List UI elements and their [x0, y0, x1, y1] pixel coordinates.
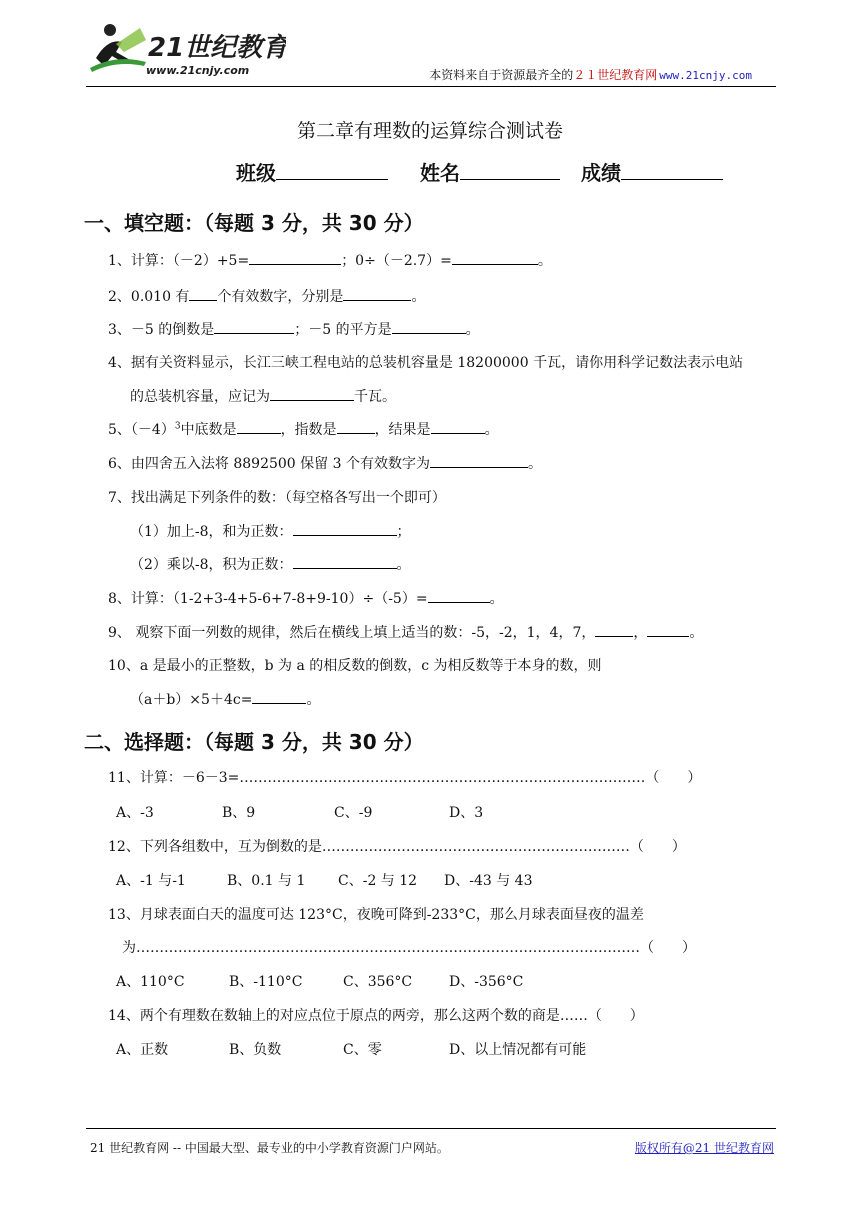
- question-5: 5、$(-4)^3$中底数是 ，指数是 ，结果是 。: [108, 421, 499, 438]
- score-field: 成绩: [581, 157, 723, 186]
- question-6: 6、由四舍五入法将 8892500 保留 3 个有效数字为 。: [108, 456, 542, 472]
- question-13-cont: 为………………………………………………………………………………………………（ ）: [122, 940, 696, 956]
- question-4-cont: 的总装机容量，应记为 千瓦。: [130, 389, 396, 405]
- logo-text: 21世纪教育: [148, 33, 286, 63]
- class-field: 班级: [236, 157, 388, 186]
- question-12-opt-d: D、-43 与 43: [444, 873, 533, 889]
- footer-divider: [86, 1128, 776, 1129]
- question-14-opt-c: C、零: [343, 1042, 382, 1058]
- question-4: 4、据有关资料显示，长江三峡工程电站的总装机容量是 18200000 千瓦，请你用科学记数法表示电站: [108, 355, 744, 371]
- question-9: 9、 观察下面一列数的规律，然后在横线上填上适当的数：-5，-2，1，4，7， ， 。: [108, 625, 704, 641]
- site-logo: [86, 18, 286, 84]
- question-12-opt-c: C、-2 与 12: [338, 873, 418, 889]
- footer-text: 21 世纪教育网 -- 中国最大型、最专业的中小学教育资源门户网站。: [90, 1141, 449, 1155]
- header-site-name: ２１世纪教育网: [573, 68, 658, 82]
- footer-copyright-link[interactable]: 版权所有@21 世纪教育网: [634, 1141, 774, 1155]
- question-12: 12、下列各组数中，互为倒数的是…………………………………………………………（ ）: [108, 839, 686, 855]
- question-10: 10、a 是最小的正整数，b 为 a 的相反数的倒数，c 为相反数等于本身的数，则: [108, 658, 602, 674]
- question-7: 7、找出满足下列条件的数：（每空格各写出一个即可）: [108, 490, 446, 506]
- question-14: 14、两个有理数在数轴上的对应点位于原点的两旁，那么这两个数的商是……（ ）: [108, 1008, 644, 1024]
- question-11-opt-d: D、3: [449, 805, 484, 821]
- question-13: 13、月球表面白天的温度可达 123°C，夜晚可降到-233°C，那么月球表面昼夜的温差: [108, 907, 644, 923]
- question-7-1: （1）加上-8，和为正数： ；: [130, 524, 411, 540]
- header-divider: [86, 86, 776, 87]
- question-1: 1、计算：（－2）+5= ；0÷（－2.7）= 。: [108, 253, 552, 269]
- question-7-2: （2）乘以-8，积为正数： 。: [130, 557, 411, 573]
- question-2: 2、0.010 有 个有效数字，分别是 。: [108, 289, 426, 305]
- question-14-opt-a: A、正数: [116, 1042, 169, 1058]
- section1-title: 一、填空题：（每题 3 分，共 30 分）: [84, 211, 424, 235]
- logo-url: www.21cnjy.com: [146, 64, 250, 77]
- question-13-opt-a: A、110°C: [116, 974, 185, 990]
- question-11-opt-b: B、9: [222, 805, 256, 821]
- question-13-opt-c: C、356°C: [343, 974, 413, 990]
- question-10-cont: （a＋b）×5＋4c= 。: [130, 692, 321, 708]
- question-11-opt-c: C、-9: [334, 805, 373, 821]
- question-14-opt-d: D、以上情况都有可能: [449, 1042, 587, 1058]
- section2-title: 二、选择题：（每题 3 分，共 30 分）: [84, 730, 424, 754]
- question-12-opt-b: B、0.1 与 1: [227, 873, 306, 889]
- page-title: 第二章有理数的运算综合测试卷: [296, 120, 563, 142]
- name-field: 姓名: [420, 157, 560, 186]
- question-13-opt-d: D、-356°C: [449, 974, 524, 990]
- question-11: 11、计算：－6－3=……………………………………………………………………………（ ）: [108, 770, 702, 786]
- question-8: 8、计算：（1-2+3-4+5-6+7-8+9-10）÷（-5）= 。: [108, 591, 504, 607]
- question-13-opt-b: B、-110°C: [229, 974, 303, 990]
- question-11-opt-a: A、-3: [116, 805, 154, 821]
- header-url: www.21cnjy.com: [659, 69, 752, 82]
- question-12-opt-a: A、-1 与-1: [116, 873, 186, 889]
- header-note: 本资料来自于资源最齐全的２１世纪教育网 www.21cnjy.com: [429, 68, 752, 82]
- question-3: 3、－5 的倒数是 ；－5 的平方是 。: [108, 322, 480, 338]
- question-14-opt-b: B、负数: [229, 1042, 282, 1058]
